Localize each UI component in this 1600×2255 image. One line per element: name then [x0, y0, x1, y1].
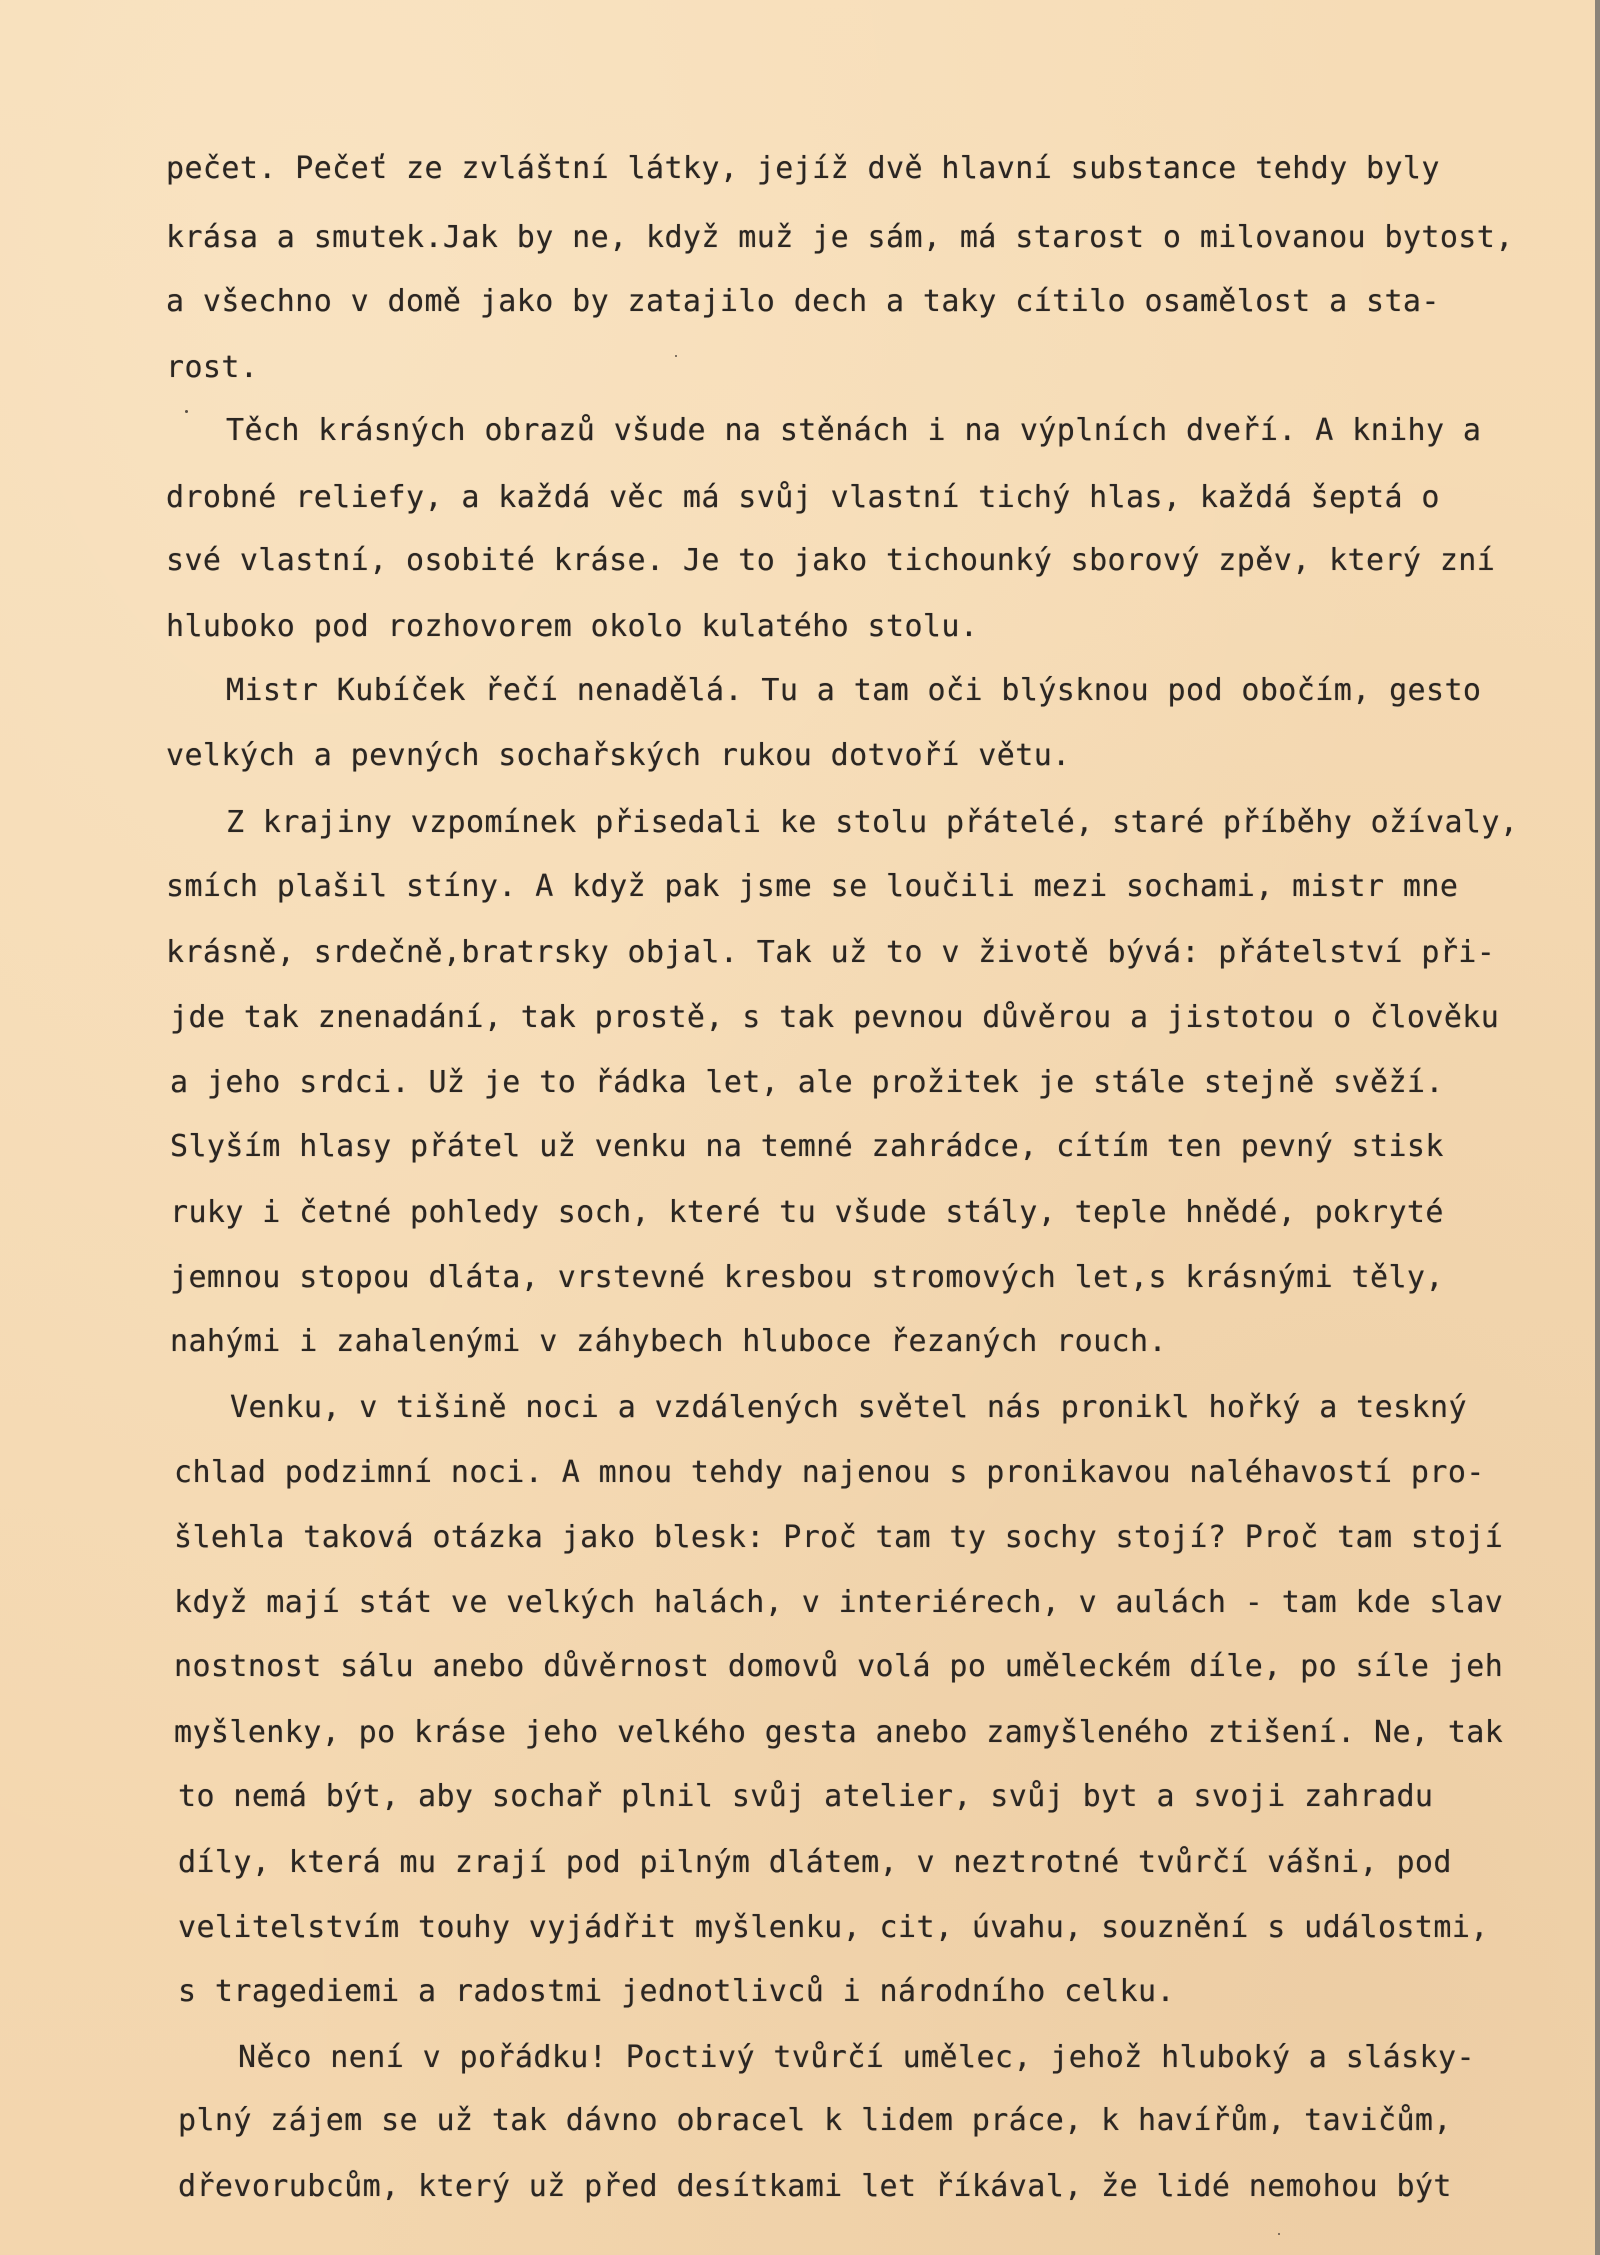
text-line: Z krajiny vzpomínek přisedali ke stolu přátelé, staré příběhy ožívaly,	[226, 805, 1519, 840]
text-line: chlad podzimní noci. A mnou tehdy najenou s pronikavou naléhavostí pro-	[174, 1455, 1485, 1490]
text-line: plný zájem se už tak dávno obracel k lidem práce, k havířům, tavičům,	[178, 2103, 1452, 2138]
text-line: myšlenky, po kráse jeho velkého gesta anebo zamyšleného ztišení. Ne, tak	[174, 1715, 1504, 1750]
text-line: to nemá být, aby sochař plnil svůj atelier, svůj byt a svoji zahradu	[178, 1779, 1434, 1814]
text-line: a všechno v domě jako by zatajilo dech a taky cítilo osamělost a sta-	[166, 284, 1440, 319]
text-line: nahými i zahalenými v záhybech hluboce řezaných rouch.	[170, 1324, 1167, 1359]
text-line: s tragediemi a radostmi jednotlivců i národního celku.	[178, 1974, 1175, 2009]
ink-speck	[1278, 2233, 1280, 2235]
text-line: krásně, srdečně,bratrsky objal. Tak už to v životě bývá: přátelství při-	[166, 935, 1496, 970]
text-line: Mistr Kubíček řečí nenadělá. Tu a tam oči blýsknou pod obočím, gesto	[226, 673, 1482, 708]
text-line: dřevorubcům, který už před desítkami let říkával, že lidé nemohou být	[178, 2169, 1452, 2204]
text-line: smích plašil stíny. A když pak jsme se loučili mezi sochami, mistr mne	[166, 869, 1459, 904]
text-line: jemnou stopou dláta, vrstevné kresbou stromových let,s krásnými těly,	[170, 1260, 1444, 1295]
ink-speck	[675, 355, 677, 357]
text-line: velitelstvím touhy vyjádřit myšlenku, cit, úvahu, souznění s událostmi,	[178, 1910, 1489, 1945]
ink-speck	[185, 410, 188, 413]
text-line: Slyším hlasy přátel už venku na temné zahrádce, cítím ten pevný stisk	[170, 1129, 1444, 1164]
text-line: a jeho srdci. Už je to řádka let, ale prožitek je stále stejně svěží.	[170, 1065, 1444, 1100]
text-line: rost.	[166, 350, 259, 385]
text-line: Venku, v tišině noci a vzdálených světel nás pronikl hořký a teskný	[230, 1390, 1467, 1425]
text-line: drobné reliefy, a každá věc má svůj vlastní tichý hlas, každá šeptá o	[166, 480, 1440, 515]
text-line: šlehla taková otázka jako blesk: Proč tam ty sochy stojí? Proč tam stojí	[174, 1520, 1504, 1555]
text-line: když mají stát ve velkých halách, v interiérech, v aulách - tam kde slav	[174, 1585, 1504, 1620]
text-line: krása a smutek.Jak by ne, když muž je sám, má starost o milovanou bytost,	[166, 220, 1514, 255]
text-line: pečet. Pečeť ze zvláštní látky, jejíž dvě hlavní substance tehdy byly	[166, 151, 1440, 186]
text-line: díly, která mu zrají pod pilným dlátem, v neztrotné tvůrčí vášni, pod	[178, 1845, 1452, 1880]
text-line: nostnost sálu anebo důvěrnost domovů volá po uměleckém díle, po síle jeh	[174, 1649, 1504, 1684]
text-line: hluboko pod rozhovorem okolo kulatého stolu.	[166, 609, 979, 644]
text-line: Těch krásných obrazů všude na stěnách i na výplních dveří. A knihy a	[226, 413, 1482, 448]
text-line: své vlastní, osobité kráse. Je to jako tichounký sborový zpěv, který zní	[166, 543, 1496, 578]
text-line: ruky i četné pohledy soch, které tu všude stály, teple hnědé, pokryté	[170, 1195, 1444, 1230]
text-line: Něco není v pořádku! Poctivý tvůrčí umělec, jehož hluboký a slásky-	[238, 2040, 1475, 2075]
text-line: velkých a pevných sochařských rukou dotvoří větu.	[166, 738, 1071, 773]
text-line: jde tak znenadání, tak prostě, s tak pevnou důvěrou a jistotou o člověku	[170, 1000, 1500, 1035]
